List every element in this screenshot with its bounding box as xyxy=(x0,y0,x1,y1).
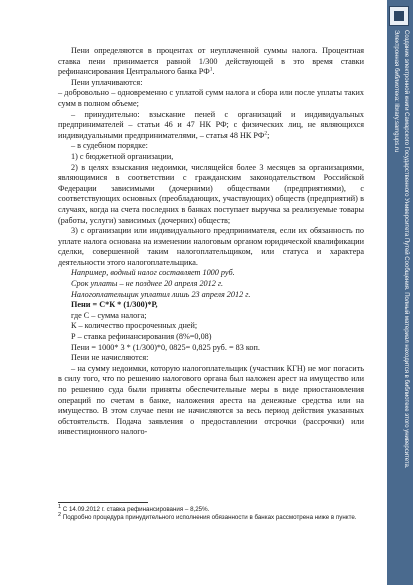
sidebar-line-1: Создание электронной книги Самарского Государственного Университета Путей Сообщения. Полный материал находится в библиотеке этого университета. xyxy=(403,30,409,469)
footnote-ref: 1 xyxy=(209,66,213,73)
library-logo-icon xyxy=(389,6,409,26)
footnotes xyxy=(58,503,364,522)
list-item: 2) в целях взыскания недоимки, числящейся более 3 месяцев за организациями, являющимися в соответствии с гражданским законодательством Российской Федерации зависимыми (дочерними) обществами (предприятиями), с соответствующих основных (преобладающих, участвующих) обществ (предприятий) в случаях, когда на счета последних в банках поступает выручка за реализуемые товары (работы, услуги) зависимых (дочерних) обществ; xyxy=(58,162,364,225)
sidebar-watermark xyxy=(387,0,413,585)
formula-legend: Р – ставка рефинансирования (8%=0,08) xyxy=(71,332,212,342)
sidebar-text xyxy=(389,30,411,578)
paragraph: Пени не начисляются: xyxy=(71,353,149,363)
footnote-separator xyxy=(58,502,148,503)
list-item: – принудительно: взыскание пеней с организаций и индивидуальных предпринимателей – статьи 46 и 47 НК РФ; с физических лиц, не являющихся индивидуальными предпринимателями, – статья 48 НК $РФ^2$; xyxy=(58,109,364,140)
paragraph: – на сумму недоимки, которую налогоплательщик (участник КГН) не мог погасить в силу того, что по решению налогового органа был наложен арест на имущество или по решению суда были приняты обеспечительные меры в виде приостановления операций по счетам в банке, наложения ареста на денежные средства или на имущество. В этом случае пени не начисляются за весь период действия указанных обстоятельств. Подача заявления о предоставлении отсрочки (рассрочки) или инвестиционного налого- xyxy=(58,363,364,437)
calculation: Пени = 1000* 3 * (1/300)*0, 0825= 0,825 руб. = 83 коп. xyxy=(71,342,260,352)
footnote: $^2$ Подробно процедура принудительного исполнения обязанности в банках рассмотрена ниже в пункте. xyxy=(58,511,357,521)
paragraph: Пени определяются в процентах от неуплаченной суммы налога. Процентная ставка пени принимается равной 1/300 действующей в это время ставки рефинансирования Центрального банка $РФ^1$. xyxy=(58,46,364,77)
formula-legend: где С – сумма налога; xyxy=(71,310,147,320)
list-item: 3) с организации или индивидуального предпринимателя, если их обязанность по уплате налога основана на изменении налоговым органом юридической квалификации сделки, совершенной таким налогоплательщиком, или статуса и характера деятельности этого налогоплательщика. xyxy=(58,226,364,267)
formula: Пени = С*К * (1/300)*Р, xyxy=(71,300,158,310)
list-item: 1) с бюджетной организации, xyxy=(71,151,174,161)
paragraph: Пени уплачиваются: xyxy=(71,77,143,87)
sidebar-line-2: Электронная библиотека: library.samgups.ru xyxy=(393,30,399,153)
footnote: $^1$ С 14.09.2012 г. ставка рефинансирования – 8,25%. xyxy=(58,503,210,513)
list-item: – добровольно – одновременно с уплатой сумм налога и сбора или после уплаты таких сумм в полном объеме; xyxy=(58,88,364,108)
footnote-ref: 2 xyxy=(264,130,268,137)
example-line: Срок уплаты – не позднее 20 апреля 2012 г. xyxy=(71,279,224,289)
list-item: – в судебном порядке: xyxy=(71,141,148,151)
example-line: Например, водный налог составляет 1000 руб. xyxy=(71,268,235,278)
formula-legend: К – количество просроченных дней; xyxy=(71,321,198,331)
example-line: Налогоплательщик уплатил лишь 23 апреля 2012 г. xyxy=(71,289,251,299)
main-text xyxy=(58,46,364,438)
